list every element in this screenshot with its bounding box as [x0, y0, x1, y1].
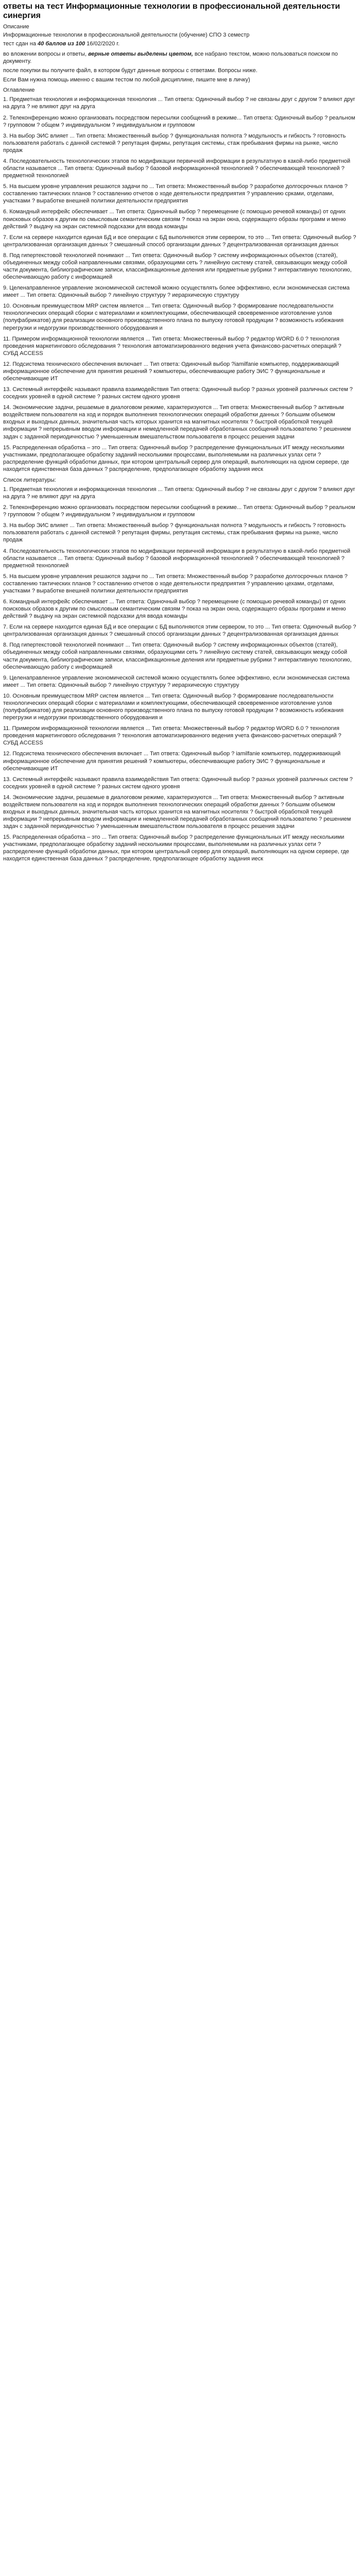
question-item: 5. На высшем уровне управления решаются задачи по ... Тип ответа: Множественный выбор ? разработке долгосрочных планов ? составлению тактических планов ? составлению отчетов о ходе деятельности предприятия ? управлению цехами, отделами, участками ? выработке внешней политики деятельности предприятия	[3, 573, 348, 594]
question-item: 14. Экономические задачи, решаемые в диалоговом режиме, характеризуются ... Тип ответа: Множественный выбор ? активным воздействием пользователя на ход и порядок выполнения технологических операций обработки данных ? большим объемом входных и выходных данных, значительная часть которых хранится на магнитных носителях ? быстрой обработкой текущей информации ? непрерывным вводом информации и немедленной передачей обработанных сообщений пользователю ? решением задач с заданной периодичностью ? уменьшенным вмешательством пользователя в процесс решения задачи	[3, 404, 351, 440]
question-item: 3. На выбор ЭИС влияет ... Тип ответа: Множественный выбор ? функциональная полнота ? модульность и гибкость ? готовность пользователя работать с данной системой ? репутация фирмы, репутация системы, стаж пребывания фирмы на рынке, число продаж	[3, 522, 346, 544]
question-item: 1. Предметная технология и информационная технология ... Тип ответа: Одиночный выбор ? не связаны друг с другом ? влияют друг на друга ? не влияют друг на друга	[3, 486, 355, 500]
meta-suffix: 16/02/2020 г.	[85, 40, 120, 47]
question-item: 11. Примером информационной технологии является ... Тип ответа: Множественный выбор ? редактор WORD 6.0 ? технология проведения маркетингового обследования ? технология автоматизированного ведения учета финансово-расчетных операций ? СУБД ACCESS	[3, 335, 341, 357]
question-item: 1. Предметная технология и информационная технология ... Тип ответа: Одиночный выбор ? не связаны друг с другом ? влияют друг на друга ? не влияют друг на друга	[3, 96, 355, 110]
question-item: 9. Целенаправленное управление экономической системой можно осуществлять более эффективно, если экономическая система имеет ... Тип ответа: Одиночный выбор ? линейную структуру ? иерархическую структуру	[3, 285, 350, 299]
meta-prefix: тест сдан на	[3, 40, 38, 47]
intro-line: после покупки вы получите файл, в котором будут даннные вопросы с ответами. Вопросы ниже.	[3, 67, 257, 74]
question-item: 2. Телеконференцию можно организовать посредством пересылки сообщений в режиме... Тип ответа: Одиночный выбор ? реальном ? групповом ? общем ? индивидуальном ? индивидуальном и групповом	[3, 504, 355, 518]
subject-text: Информационные технологии в профессиональной деятельности (обучение) СПО 3 семестр	[3, 31, 250, 38]
question-item: 7. Если на сервере находится единая БД и все операции с БД выполняются этим сервером, то это ... Тип ответа: Одиночный выбор ? централизованная организация данных ? смешанный способ организации данных ? децентрализованная организация данных	[3, 234, 356, 248]
question-item: 11. Примером информационной технологии является ... Тип ответа: Множественный выбор ? редактор WORD 6.0 ? технология проведения маркетингового обследования ? технология автоматизированного ведения учета финансово-расчетных операций ? СУБД ACCESS	[3, 725, 341, 747]
question-item: 6. Командный интерфейс обеспечивает ... Тип ответа: Одиночный выбор ? перемещение (с помощью речевой команды) от одних поисковых образов к другим по смысловым семантическим связям ? показ на экран окна, содержащего образы программ и меню действий ? выдачу на экран системной подсказки для ввода команды	[3, 599, 346, 620]
question-item: 7. Если на сервере находится единая БД и все операции с БД выполняются этим сервером, то это ... Тип ответа: Одиночный выбор ? централизованная организация данных ? смешанный способ организации данных ? децентрализованная организация данных	[3, 624, 356, 638]
question-item: 5. На высшем уровне управления решаются задачи по ... Тип ответа: Множественный выбор ? разработке долгосрочных планов ? составлению тактических планов ? составлению отчетов о ходе деятельности предприятия ? управлению срками, отделами, участками ? выработке внешней политики деятельности предприятия	[3, 183, 348, 205]
question-item: 10. Основным преимуществом MRP систем является ... Тип ответа: Одиночный выбор ? формирование последовательности технологических операций сборки с материалами и комплектующими, обеспечивающей своевременное изготовление узлов (полуфабрикатов) для реализации основного производственного плана по выпуску готовой продукции ? возможность избежания перегрузки и недогрузки производственного оборудования и	[3, 692, 344, 721]
test-meta	[3, 40, 358, 47]
question-item: 4. Последовательность технологических этапов по модификации первичной информации в результатную в какой-либо предметной области называется ... Тип ответа: Одиночный выбор ? базовой информационной технологией ? обеспечивающей технологией ? предметной технологией	[3, 158, 351, 179]
question-item: 9. Целенаправленное управление экономической системой можно осуществлять более эффективно, если экономическая система имеет ... Тип ответа: Одиночный выбор ? линейную структуру ? иерархическую структуру	[3, 674, 350, 688]
question-item: 15. Распределенная обработка – это ... Тип ответа: Одиночный выбор ? распределение функциональных ИТ между несколькими участниками, предполагающее обработку заданий несколькими процессами, выполняемыми на различных узлах сети ? распределение функций обработки данных, при котором центральный сервер для операций, выполняющих на одном сервере, где находится единственная база данных ? распределение, предполагающее обработку задания иеск	[3, 444, 349, 472]
intro-block	[3, 50, 358, 83]
question-item: 12. Подсистема технического обеспечения включает ... Тип ответа: Одиночный выбор ? iamilfanie компьютер, поддерживающий информационное обеспечение для принятия решений ? компьютеры, обеспечивающие работу ЭИС ? функциональные и обеспечивающие ИТ	[3, 751, 341, 772]
question-item: 10. Основным преимуществом MRP систем является ... Тип ответа: Одиночный выбор ? формирование последовательности технологических операций сборки с материалами и комплектующими, обеспечивающей своевременное изготовление узлов (полуфабрикатов) для реализации основного производственного плана по выпуску готовой продукции ? возможность избежания перегрузки и недогрузки производственного оборудования и	[3, 303, 344, 331]
question-item: 15. Распределенная обработка – это ... Тип ответа: Одиночный выбор ? распределение функциональных ИТ между несколькими участниками, предполагающее обработку заданий несколькими процессами, выполняемыми на различных узлах сети ? распределение функций обработки данных, при котором центральный сервер для операций, выполняющих на одном сервере, где находится единственная база данных ? распределение, предполагающее обработку задания иеск	[3, 834, 349, 862]
question-item: 4. Последовательность технологических этапов по модификации первичной информации в результатную в какой-либо предметной области называется ... Тип ответа: Одиночный выбор ? базовой информационной технологией ? обеспечивающей технологией ? предметной технологией	[3, 548, 351, 569]
question-item: 3. На выбор ЭИС влияет ... Тип ответа: Множественный выбор ? функциональная полнота ? модульность и гибкость ? готовность пользователя работать с данной системой ? репутация фирмы, репутация системы, стаж пребывания фирмы на рынке, число продаж	[3, 132, 346, 154]
question-item: 13. Системный интерфейс называют правила взаимодействия Тип ответа: Одиночный выбор ? разных уровней различных систем ? соседних уровней в одной системе ? разных систем одного уровня	[3, 776, 353, 790]
intro-line: Если Вам нужна помощь именно с вашим тестом по любой дисциплине, пишите мне в личку)	[3, 77, 250, 83]
meta-score: 40 баллов из 100	[38, 40, 85, 47]
list-label: Список литературы:	[3, 477, 56, 483]
question-item: 14. Экономические задачи, решаемые в диалоговом режиме, характеризуются ... Тип ответа: Множественный выбор ? активным воздействием пользователя на ход и порядок выполнения технологических операций обработки данных ? большим объемом входных и выходных данных, значительная часть которых хранится на магнитных носителях ? быстрой обработкой текущей информации ? непрерывным вводом информации и немедленной передачей обработанных сообщений пользователю ? решением задач с заданной периодичностью ? уменьшенным вмешательством пользователя в процесс решения задачи	[3, 794, 351, 830]
question-list	[3, 96, 358, 473]
page-title: ответы на тест Информационные технологии в профессиональной деятельности синергия	[3, 2, 340, 21]
document-page	[0, 0, 361, 863]
question-item: 8. Под гипертекстовой технологией понимают ... Тип ответа: Одиночный выбор ? систему информационных объектов (статей), объединенных между собой направленными связями, образующими сеть ? линейную систему статей, связывающих между собой части документа, библиографические записи, классификационные деления или предметные рубрики ? интерактивную технологию, обеспечивающую работу с информацией	[3, 642, 352, 670]
question-item: 8. Под гипертекстовой технологией понимают ... Тип ответа: Одиночный выбор ? систему информационных объектов (статей), объединенных между собой направленными связями, образующими сеть ? линейную систему статей, связывающих между собой части документа, библиографические записи, классификационные деления или предметные рубрики ? интерактивную технологию, обеспечивающую работу с информацией	[3, 252, 352, 281]
description-label: Описание	[3, 23, 29, 30]
question-item: 6. Командный интерфейс обеспечивает ... Тип ответа: Одиночный выбор ? перемещение (с помощью речевой команды) от одних поисковых образов к другим по смысловым семантическим связям ? показ на экран окна, содержащего образы программ и меню действий ? выдачу на экран системной подсказки для ввода команды	[3, 209, 346, 230]
question-item: 13. Системный интерфейс называют правила взаимодействия Тип ответа: Одиночный выбор ? разных уровней различных систем ? соседних уровней в одной системе ? разных систем одного уровня	[3, 386, 353, 400]
question-list-repeat	[3, 486, 358, 863]
intro-line: во вложении вопросы и ответы, верные ответы выделены цветом, все набрано текстом, можно пользоваться поиском по документу.	[3, 51, 338, 65]
question-item: 2. Телеконференцию можно организовать посредством пересылки сообщений в режиме... Тип ответа: Одиночный выбор ? реальном ? групповом ? общем ? индивидуальном ? индивидуальном и групповом	[3, 114, 355, 128]
toc-label: Оглавление	[3, 87, 35, 94]
question-item: 12. Подсистема технического обеспечения включает ... Тип ответа: Одиночный выбор ?iamilfanie компьютер, поддерживающий информационное обеспечение для принятия решений ? компьютеры, обеспечивающие работу ЭИС ? функциональные и обеспечивающие ИТ	[3, 361, 339, 382]
